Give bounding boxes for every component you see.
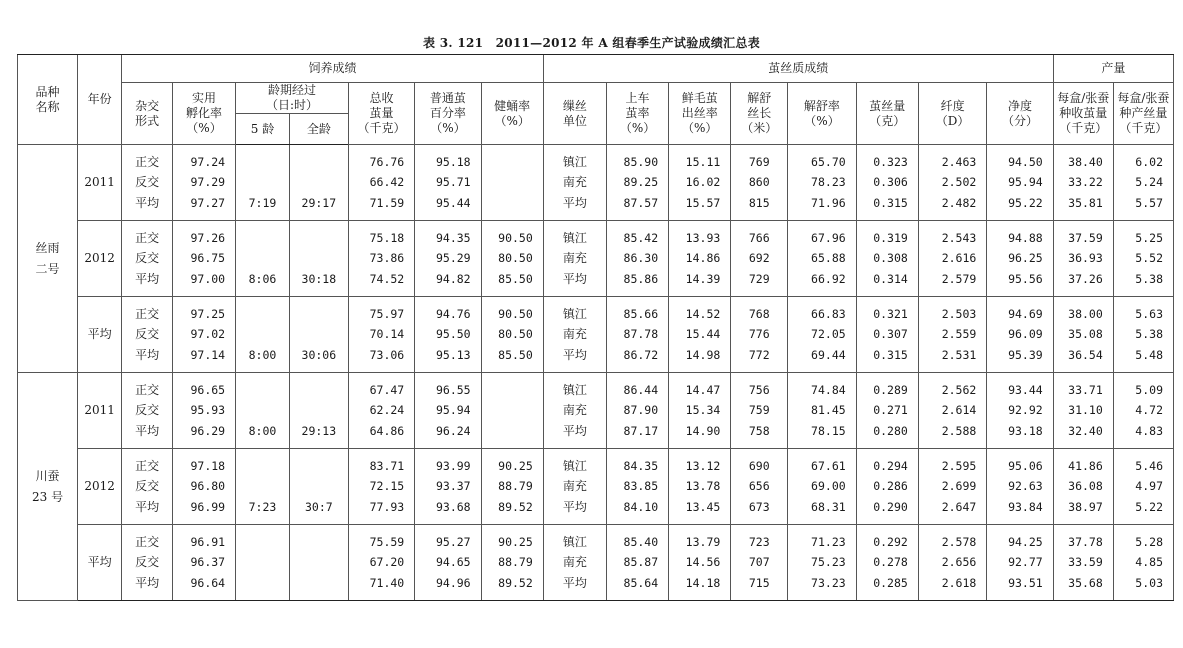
cell-bs: 5.09 4.72 4.83 (1113, 373, 1173, 449)
table-row (18, 525, 1174, 601)
header-group-rearing: 饲养成绩 (122, 55, 543, 83)
header-reel-rate: 上车 茧率 （%） (606, 83, 668, 145)
cell-i5: 8:00 (236, 297, 290, 373)
cell-size: 2.562 2.614 2.588 (918, 373, 986, 449)
cell-rrate: 66.83 72.05 69.44 (788, 297, 856, 373)
header-cross: 杂交 形式 (122, 83, 173, 145)
cell-hatch: 97.18 96.80 96.99 (172, 449, 235, 525)
cell-sw: 0.294 0.286 0.290 (856, 449, 918, 525)
header-group-cocoon: 茧丝质成绩 (543, 55, 1053, 83)
cell-bc: 37.59 36.93 37.26 (1053, 221, 1113, 297)
cell-unit: 镇江 南充 平均 (543, 525, 606, 601)
cell-sw: 0.319 0.308 0.314 (856, 221, 918, 297)
cell-flen: 766 692 729 (731, 221, 788, 297)
cell-raw: 15.11 16.02 15.57 (669, 145, 731, 221)
cell-sw: 0.323 0.306 0.315 (856, 145, 918, 221)
cell-raw: 13.12 13.78 13.45 (669, 449, 731, 525)
results-table (17, 54, 1174, 601)
header-hatch: 实用 孵化率 （%） (172, 83, 235, 145)
cell-i5 (236, 525, 290, 601)
cell-pupa: 90.25 88.79 89.52 (481, 449, 543, 525)
cell-hatch: 96.65 95.93 96.29 (172, 373, 235, 449)
cell-size: 2.595 2.699 2.647 (918, 449, 986, 525)
cell-iall: 29:17 (289, 145, 348, 221)
cell-bs: 5.63 5.38 5.48 (1113, 297, 1173, 373)
cell-iall: 30:7 (289, 449, 348, 525)
cell-unit: 镇江 南充 平均 (543, 373, 606, 449)
cell-i5: 7:23 (236, 449, 290, 525)
table-top-rule (17, 54, 1174, 55)
cell-normal: 95.18 95.71 95.44 (415, 145, 481, 221)
cell-sw: 0.292 0.278 0.285 (856, 525, 918, 601)
header-total-yield: 总收 茧量 （千克） (348, 83, 414, 145)
cell-total: 75.18 73.86 74.52 (348, 221, 414, 297)
cell-bs: 6.02 5.24 5.57 (1113, 145, 1173, 221)
cell-normal: 96.55 95.94 96.24 (415, 373, 481, 449)
cell-year: 2012 (78, 221, 122, 297)
cell-reel: 85.66 87.78 86.72 (606, 297, 668, 373)
cell-size: 2.543 2.616 2.579 (918, 221, 986, 297)
cell-iall: 30:06 (289, 297, 348, 373)
cell-rrate: 74.84 81.45 78.15 (788, 373, 856, 449)
cell-bs: 5.28 4.85 5.03 (1113, 525, 1173, 601)
cell-year: 2012 (78, 449, 122, 525)
cell-size: 2.578 2.656 2.618 (918, 525, 986, 601)
cell-flen: 768 776 772 (731, 297, 788, 373)
cell-pupa (481, 373, 543, 449)
cell-flen: 756 759 758 (731, 373, 788, 449)
cell-bc: 38.40 33.22 35.81 (1053, 145, 1113, 221)
cell-iall: 30:18 (289, 221, 348, 297)
cell-pupa (481, 145, 543, 221)
cell-unit: 镇江 南充 平均 (543, 145, 606, 221)
header-neatness: 净度 （分） (987, 83, 1053, 145)
cell-rrate: 71.23 75.23 73.23 (788, 525, 856, 601)
cell-sw: 0.289 0.271 0.280 (856, 373, 918, 449)
cell-unit: 镇江 南充 平均 (543, 449, 606, 525)
header-raw-silk: 鲜毛茧 出丝率 （%） (669, 83, 731, 145)
header-instar5: 5 龄 (236, 114, 290, 145)
header-normal-pct: 普通茧 百分率 （%） (415, 83, 481, 145)
cell-reel: 85.42 86.30 85.86 (606, 221, 668, 297)
cell-raw: 13.93 14.86 14.39 (669, 221, 731, 297)
cell-bs: 5.46 4.97 5.22 (1113, 449, 1173, 525)
cell-cross: 正交 反交 平均 (122, 525, 173, 601)
cell-raw: 14.47 15.34 14.90 (669, 373, 731, 449)
cell-neat: 94.50 95.94 95.22 (987, 145, 1053, 221)
header-box-silk: 每盒/张蚕 种产丝量 （千克） (1113, 83, 1173, 145)
cell-pupa: 90.50 80.50 85.50 (481, 221, 543, 297)
cell-hatch: 96.91 96.37 96.64 (172, 525, 235, 601)
cell-bc: 41.86 36.08 38.97 (1053, 449, 1113, 525)
cell-size: 2.463 2.502 2.482 (918, 145, 986, 221)
header-size: 纤度 （D） (918, 83, 986, 145)
header-group-yield: 产量 (1053, 55, 1173, 83)
cell-total: 75.59 67.20 71.40 (348, 525, 414, 601)
cell-hatch: 97.25 97.02 97.14 (172, 297, 235, 373)
cell-i5: 8:06 (236, 221, 290, 297)
cell-variety: 川蚕 23 号 (18, 373, 78, 601)
cell-year: 2011 (78, 145, 122, 221)
cell-cross: 正交 反交 平均 (122, 373, 173, 449)
cell-normal: 94.35 95.29 94.82 (415, 221, 481, 297)
cell-iall (289, 525, 348, 601)
header-reelability: 解舒率 （%） (788, 83, 856, 145)
header-box-cocoon: 每盒/张蚕 种收茧量 （千克） (1053, 83, 1113, 145)
cell-normal: 95.27 94.65 94.96 (415, 525, 481, 601)
table-row (18, 373, 1174, 449)
cell-total: 76.76 66.42 71.59 (348, 145, 414, 221)
cell-i5: 8:00 (236, 373, 290, 449)
cell-reel: 85.90 89.25 87.57 (606, 145, 668, 221)
table-body (18, 145, 1174, 601)
cell-unit: 镇江 南充 平均 (543, 297, 606, 373)
cell-year: 2011 (78, 373, 122, 449)
header-filament-len: 解舒 丝长 （米） (731, 83, 788, 145)
cell-cross: 正交 反交 平均 (122, 449, 173, 525)
cell-neat: 94.25 92.77 93.51 (987, 525, 1053, 601)
cell-cross: 正交 反交 平均 (122, 145, 173, 221)
cell-neat: 95.06 92.63 93.84 (987, 449, 1053, 525)
cell-year: 平均 (78, 297, 122, 373)
header-variety: 品种 名称 (18, 55, 78, 145)
header-instar-all: 全龄 (289, 114, 348, 145)
table-title: 表 3. 121 2011—2012 年 A 组春季生产试验成绩汇总表 (422, 36, 761, 50)
cell-pupa: 90.25 88.79 89.52 (481, 525, 543, 601)
cell-normal: 94.76 95.50 95.13 (415, 297, 481, 373)
cell-reel: 86.44 87.90 87.17 (606, 373, 668, 449)
cell-total: 75.97 70.14 73.06 (348, 297, 414, 373)
header-year: 年份 (78, 55, 122, 145)
cell-bc: 38.00 35.08 36.54 (1053, 297, 1113, 373)
cell-rrate: 67.96 65.88 66.92 (788, 221, 856, 297)
cell-cross: 正交 反交 平均 (122, 297, 173, 373)
cell-variety: 丝雨 二号 (18, 145, 78, 373)
table-row (18, 221, 1174, 297)
cell-i5: 7:19 (236, 145, 290, 221)
cell-flen: 723 707 715 (731, 525, 788, 601)
cell-cross: 正交 反交 平均 (122, 221, 173, 297)
cell-neat: 94.69 96.09 95.39 (987, 297, 1053, 373)
cell-flen: 769 860 815 (731, 145, 788, 221)
cell-reel: 85.40 85.87 85.64 (606, 525, 668, 601)
table-row (18, 297, 1174, 373)
cell-raw: 13.79 14.56 14.18 (669, 525, 731, 601)
cell-hatch: 97.26 96.75 97.00 (172, 221, 235, 297)
header-reel-unit: 缫丝 单位 (543, 83, 606, 145)
cell-neat: 94.88 96.25 95.56 (987, 221, 1053, 297)
cell-hatch: 97.24 97.29 97.27 (172, 145, 235, 221)
cell-total: 83.71 72.15 77.93 (348, 449, 414, 525)
table-row (18, 145, 1174, 221)
cell-sw: 0.321 0.307 0.315 (856, 297, 918, 373)
cell-reel: 84.35 83.85 84.10 (606, 449, 668, 525)
cell-rrate: 67.61 69.00 68.31 (788, 449, 856, 525)
cell-bc: 37.78 33.59 35.68 (1053, 525, 1113, 601)
cell-total: 67.47 62.24 64.86 (348, 373, 414, 449)
table-row (18, 449, 1174, 525)
header-pupa: 健蛹率 （%） (481, 83, 543, 145)
cell-flen: 690 656 673 (731, 449, 788, 525)
cell-pupa: 90.50 80.50 85.50 (481, 297, 543, 373)
cell-raw: 14.52 15.44 14.98 (669, 297, 731, 373)
cell-neat: 93.44 92.92 93.18 (987, 373, 1053, 449)
header-instar-group: 龄期经过 （日:时） (236, 83, 349, 114)
cell-size: 2.503 2.559 2.531 (918, 297, 986, 373)
cell-bs: 5.25 5.52 5.38 (1113, 221, 1173, 297)
cell-iall: 29:13 (289, 373, 348, 449)
cell-rrate: 65.70 78.23 71.96 (788, 145, 856, 221)
cell-bc: 33.71 31.10 32.40 (1053, 373, 1113, 449)
cell-year: 平均 (78, 525, 122, 601)
header-silk-weight: 茧丝量 （克） (856, 83, 918, 145)
cell-normal: 93.99 93.37 93.68 (415, 449, 481, 525)
cell-unit: 镇江 南充 平均 (543, 221, 606, 297)
